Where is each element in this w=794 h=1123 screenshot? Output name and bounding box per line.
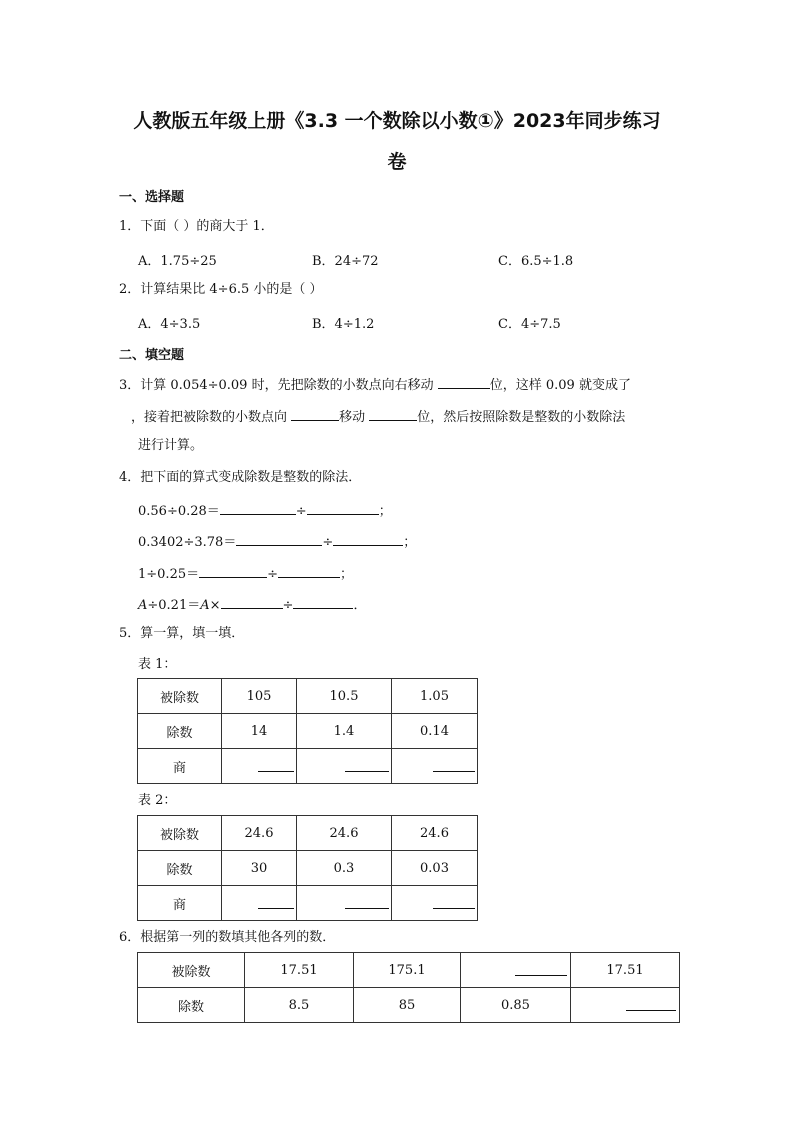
- expression: 1÷0.25＝: [138, 567, 200, 582]
- question-4-row-2: [138, 531, 416, 552]
- punctuation: ．: [353, 598, 367, 613]
- table-cell: 0.03: [392, 851, 478, 886]
- question-2-option-c: C．4÷7.5: [498, 317, 561, 332]
- answer-blank[interactable]: [515, 961, 567, 976]
- question-3-line-3: 进行计算。: [138, 438, 204, 453]
- punctuation: ；: [340, 567, 354, 582]
- answer-blank[interactable]: [220, 500, 296, 515]
- table-cell: 8.5: [245, 988, 354, 1023]
- answer-blank[interactable]: [236, 531, 322, 546]
- answer-blank[interactable]: [345, 894, 389, 909]
- answer-blank[interactable]: [278, 563, 340, 578]
- quotient-cell: [297, 886, 392, 921]
- answer-blank[interactable]: [258, 894, 294, 909]
- answer-blank[interactable]: [258, 757, 294, 772]
- question-1-stem: 1．下面（ ）的商大于 1．: [119, 219, 274, 234]
- table-cell: 175.1: [354, 953, 461, 988]
- table-cell: 30: [222, 851, 297, 886]
- table-cell: 24.6: [392, 816, 478, 851]
- table-cell: 0.3: [297, 851, 392, 886]
- blank-cell: [461, 953, 571, 988]
- quotient-cell: [297, 749, 392, 784]
- question-1-option-b: B．24÷72: [312, 254, 379, 269]
- question-3-line-1: [119, 374, 631, 395]
- expression: 0.56÷0.28＝: [138, 504, 220, 519]
- question-6-stem: 6．根据第一列的数填其他各列的数．: [119, 930, 336, 945]
- table-cell: 14: [222, 714, 297, 749]
- page-title: 人教版五年级上册《3.3 一个数除以小数①》2023年同步练习: [133, 110, 661, 132]
- question-4-stem: 4．把下面的算式变成除数是整数的除法．: [119, 470, 362, 485]
- question-2-stem: 2．计算结果比 4÷6.5 小的是（ ）: [119, 282, 323, 297]
- question-5-stem: 5．算一算，填一填．: [119, 626, 245, 641]
- header-divisor: 除数: [138, 851, 222, 886]
- header-dividend: 被除数: [138, 679, 222, 714]
- table-cell: 85: [354, 988, 461, 1023]
- divide-sign: ÷: [282, 598, 294, 613]
- header-divisor: 除数: [138, 714, 222, 749]
- question-3-text-d: 移动: [339, 410, 370, 425]
- blank-cell: [571, 988, 680, 1023]
- answer-blank[interactable]: [291, 406, 339, 421]
- answer-blank[interactable]: [199, 563, 267, 578]
- question-3-text-b: 位，这样 0.09 就变成了: [489, 378, 631, 393]
- table-cell: 1.4: [297, 714, 392, 749]
- answer-blank[interactable]: [221, 594, 283, 609]
- answer-blank[interactable]: [307, 500, 379, 515]
- answer-blank[interactable]: [433, 894, 475, 909]
- question-2-option-b: B．4÷1.2: [312, 317, 375, 332]
- question-4-row-4: [138, 594, 366, 615]
- question-1-option-c: C．6.5÷1.8: [498, 254, 574, 269]
- table-cell: 17.51: [245, 953, 354, 988]
- question-3-text-a: 3．计算 0.054÷0.09 时，先把除数的小数点向右移动: [119, 378, 438, 393]
- section-heading-choice: 一、选择题: [119, 190, 185, 205]
- answer-blank[interactable]: [438, 374, 490, 389]
- table-cell: 24.6: [222, 816, 297, 851]
- table-cell: 1.05: [392, 679, 478, 714]
- question-3-text-c: ，接着把被除数的小数点向: [131, 410, 292, 425]
- question-3-line-2: [131, 406, 625, 427]
- answer-blank[interactable]: [333, 531, 403, 546]
- table-cell: 0.85: [461, 988, 571, 1023]
- quotient-cell: [222, 749, 297, 784]
- question-1-option-a: A．1.75÷25: [138, 254, 217, 269]
- table-cell: 105: [222, 679, 297, 714]
- expression: 0.3402÷3.78＝: [138, 535, 237, 550]
- expression: ÷0.21＝: [147, 598, 201, 613]
- answer-blank[interactable]: [345, 757, 389, 772]
- punctuation: ；: [403, 535, 417, 550]
- answer-blank[interactable]: [433, 757, 475, 772]
- variable: A: [200, 598, 210, 613]
- header-divisor: 除数: [138, 988, 245, 1023]
- table-3: [137, 952, 680, 1023]
- header-dividend: 被除数: [138, 816, 222, 851]
- punctuation: ；: [378, 504, 392, 519]
- section-heading-fill: 二、填空题: [119, 348, 185, 363]
- table-2-label: 表 2：: [138, 793, 177, 808]
- quotient-cell: [222, 886, 297, 921]
- answer-blank[interactable]: [626, 996, 676, 1011]
- divide-sign: ÷: [322, 535, 334, 550]
- variable: A: [138, 598, 148, 613]
- quotient-cell: [392, 886, 478, 921]
- header-quotient: 商: [138, 886, 222, 921]
- question-4-row-1: [138, 500, 392, 521]
- answer-blank[interactable]: [369, 406, 417, 421]
- table-1-label: 表 1：: [138, 657, 177, 672]
- table-1: [137, 678, 478, 784]
- table-cell: 0.14: [392, 714, 478, 749]
- divide-sign: ÷: [295, 504, 307, 519]
- question-2-option-a: A．4÷3.5: [138, 317, 201, 332]
- page-title-continued: 卷: [387, 151, 407, 173]
- table-2: [137, 815, 478, 921]
- table-cell: 10.5: [297, 679, 392, 714]
- answer-blank[interactable]: [293, 594, 353, 609]
- multiply-sign: ×: [209, 598, 221, 613]
- header-dividend: 被除数: [138, 953, 245, 988]
- quotient-cell: [392, 749, 478, 784]
- question-3-text-e: 位，然后按照除数是整数的小数除法: [417, 410, 626, 425]
- header-quotient: 商: [138, 749, 222, 784]
- table-cell: 24.6: [297, 816, 392, 851]
- divide-sign: ÷: [267, 567, 279, 582]
- question-4-row-3: [138, 563, 353, 584]
- table-cell: 17.51: [571, 953, 680, 988]
